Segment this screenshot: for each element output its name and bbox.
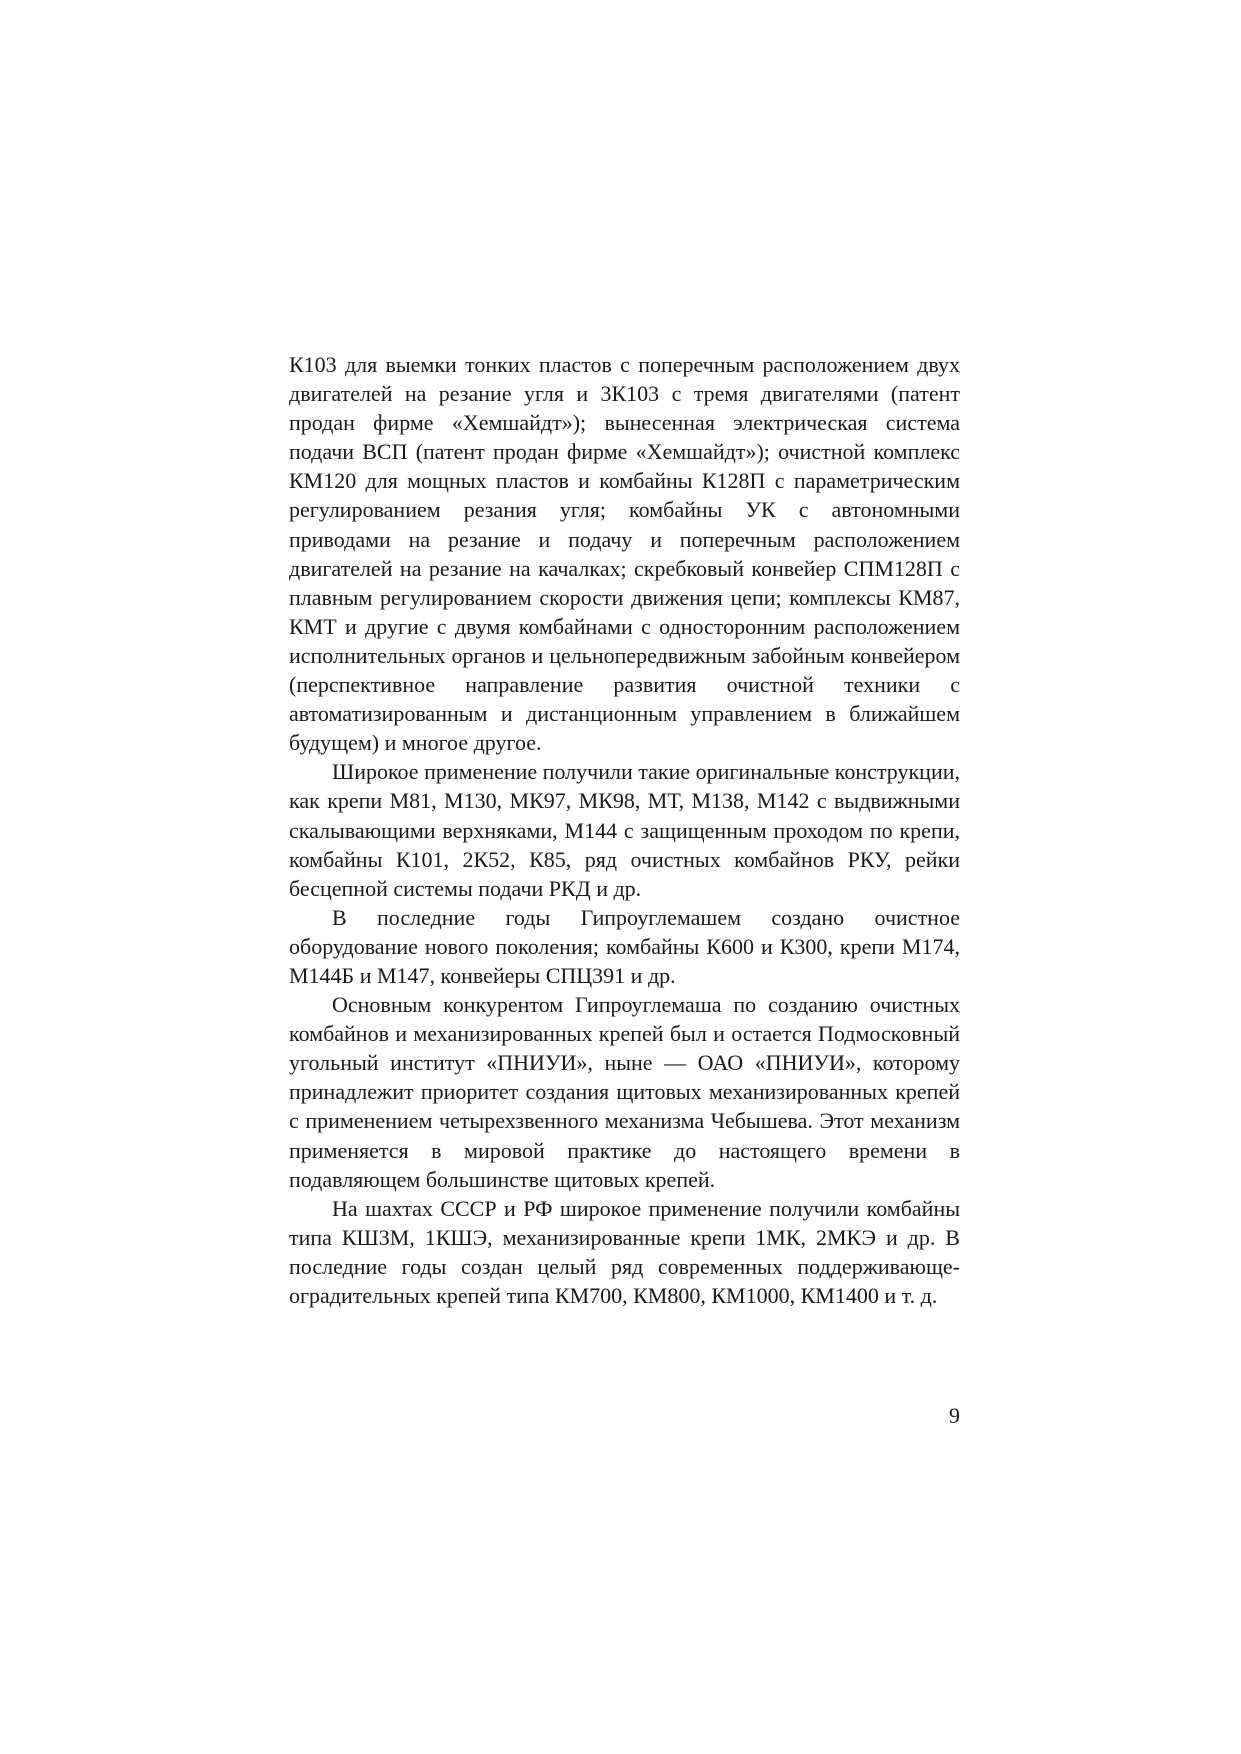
page-number: 9 — [949, 1403, 960, 1428]
paragraph: В последние годы Гипроуглемашем создано очистное оборудование нового поколения; комбайны К600 и К300, крепи М174, М144Б и М147, конвейеры СПЦ391 и др. — [289, 904, 960, 988]
paragraph: На шахтах СССР и РФ широкое применение получили комбайны типа КШ3М, 1КШЭ, механизированные крепи 1МК, 2МКЭ и др. В последние годы создан целый ряд современных поддерживающе-оградительных крепей типа КМ700, КМ800, КМ1000, КМ1400 и т. д. — [289, 1195, 960, 1308]
paragraph-continuation: К103 для выемки тонких пластов с поперечным расположением двух двигателей на резание угля и 3К103 с тремя двигателями (патент продан фирме «Хемшайдт»); вынесенная электрическая система подачи ВСП (патент продан фирме «Хемшайдт»); очистной комплекс КМ120 для мощных пластов и комбайны К128П с параметрическим регулированием резания угля; комбайны УК с автономными приводами на резание и подачу и поперечным расположением двигателей на резание на качалках; скребковый конвейер СПМ128П с плавным регулированием скорости движения цепи; комплексы КМ87, КМТ и другие с двумя комбайнами с односторонним расположением исполнительных органов и цельнопередвижным забойным конвейером (перспективное направление развития очистной техники с автоматизированным и дистанционным управлением в ближайшем будущем) и многое другое. — [289, 352, 960, 756]
paragraph: Широкое применение получили такие оригинальные конструкции, как крепи М81, М130, МК97, МК98, МТ, М138, М142 с выдвижными скалывающими верхняками, М144 с защищенным проходом по крепи, комбайны К101, 2К52, К85, ряд очистных комбайнов РКУ, рейки бесцепной системы подачи РКД и др. — [289, 759, 960, 901]
paragraph: Основным конкурентом Гипроуглемаша по созданию очистных комбайнов и механизированных крепей был и остается Подмосковный угольный институт «ПНИУИ», ныне — ОАО «ПНИУИ», которому принадлежит приоритет создания щитовых механизированных крепей с применением четырехзвенного механизма Чебышева. Этот механизм применяется в мировой практике до настоящего времени в подавляющем большинстве щитовых крепей. — [289, 992, 960, 1192]
body-text — [289, 350, 960, 1310]
